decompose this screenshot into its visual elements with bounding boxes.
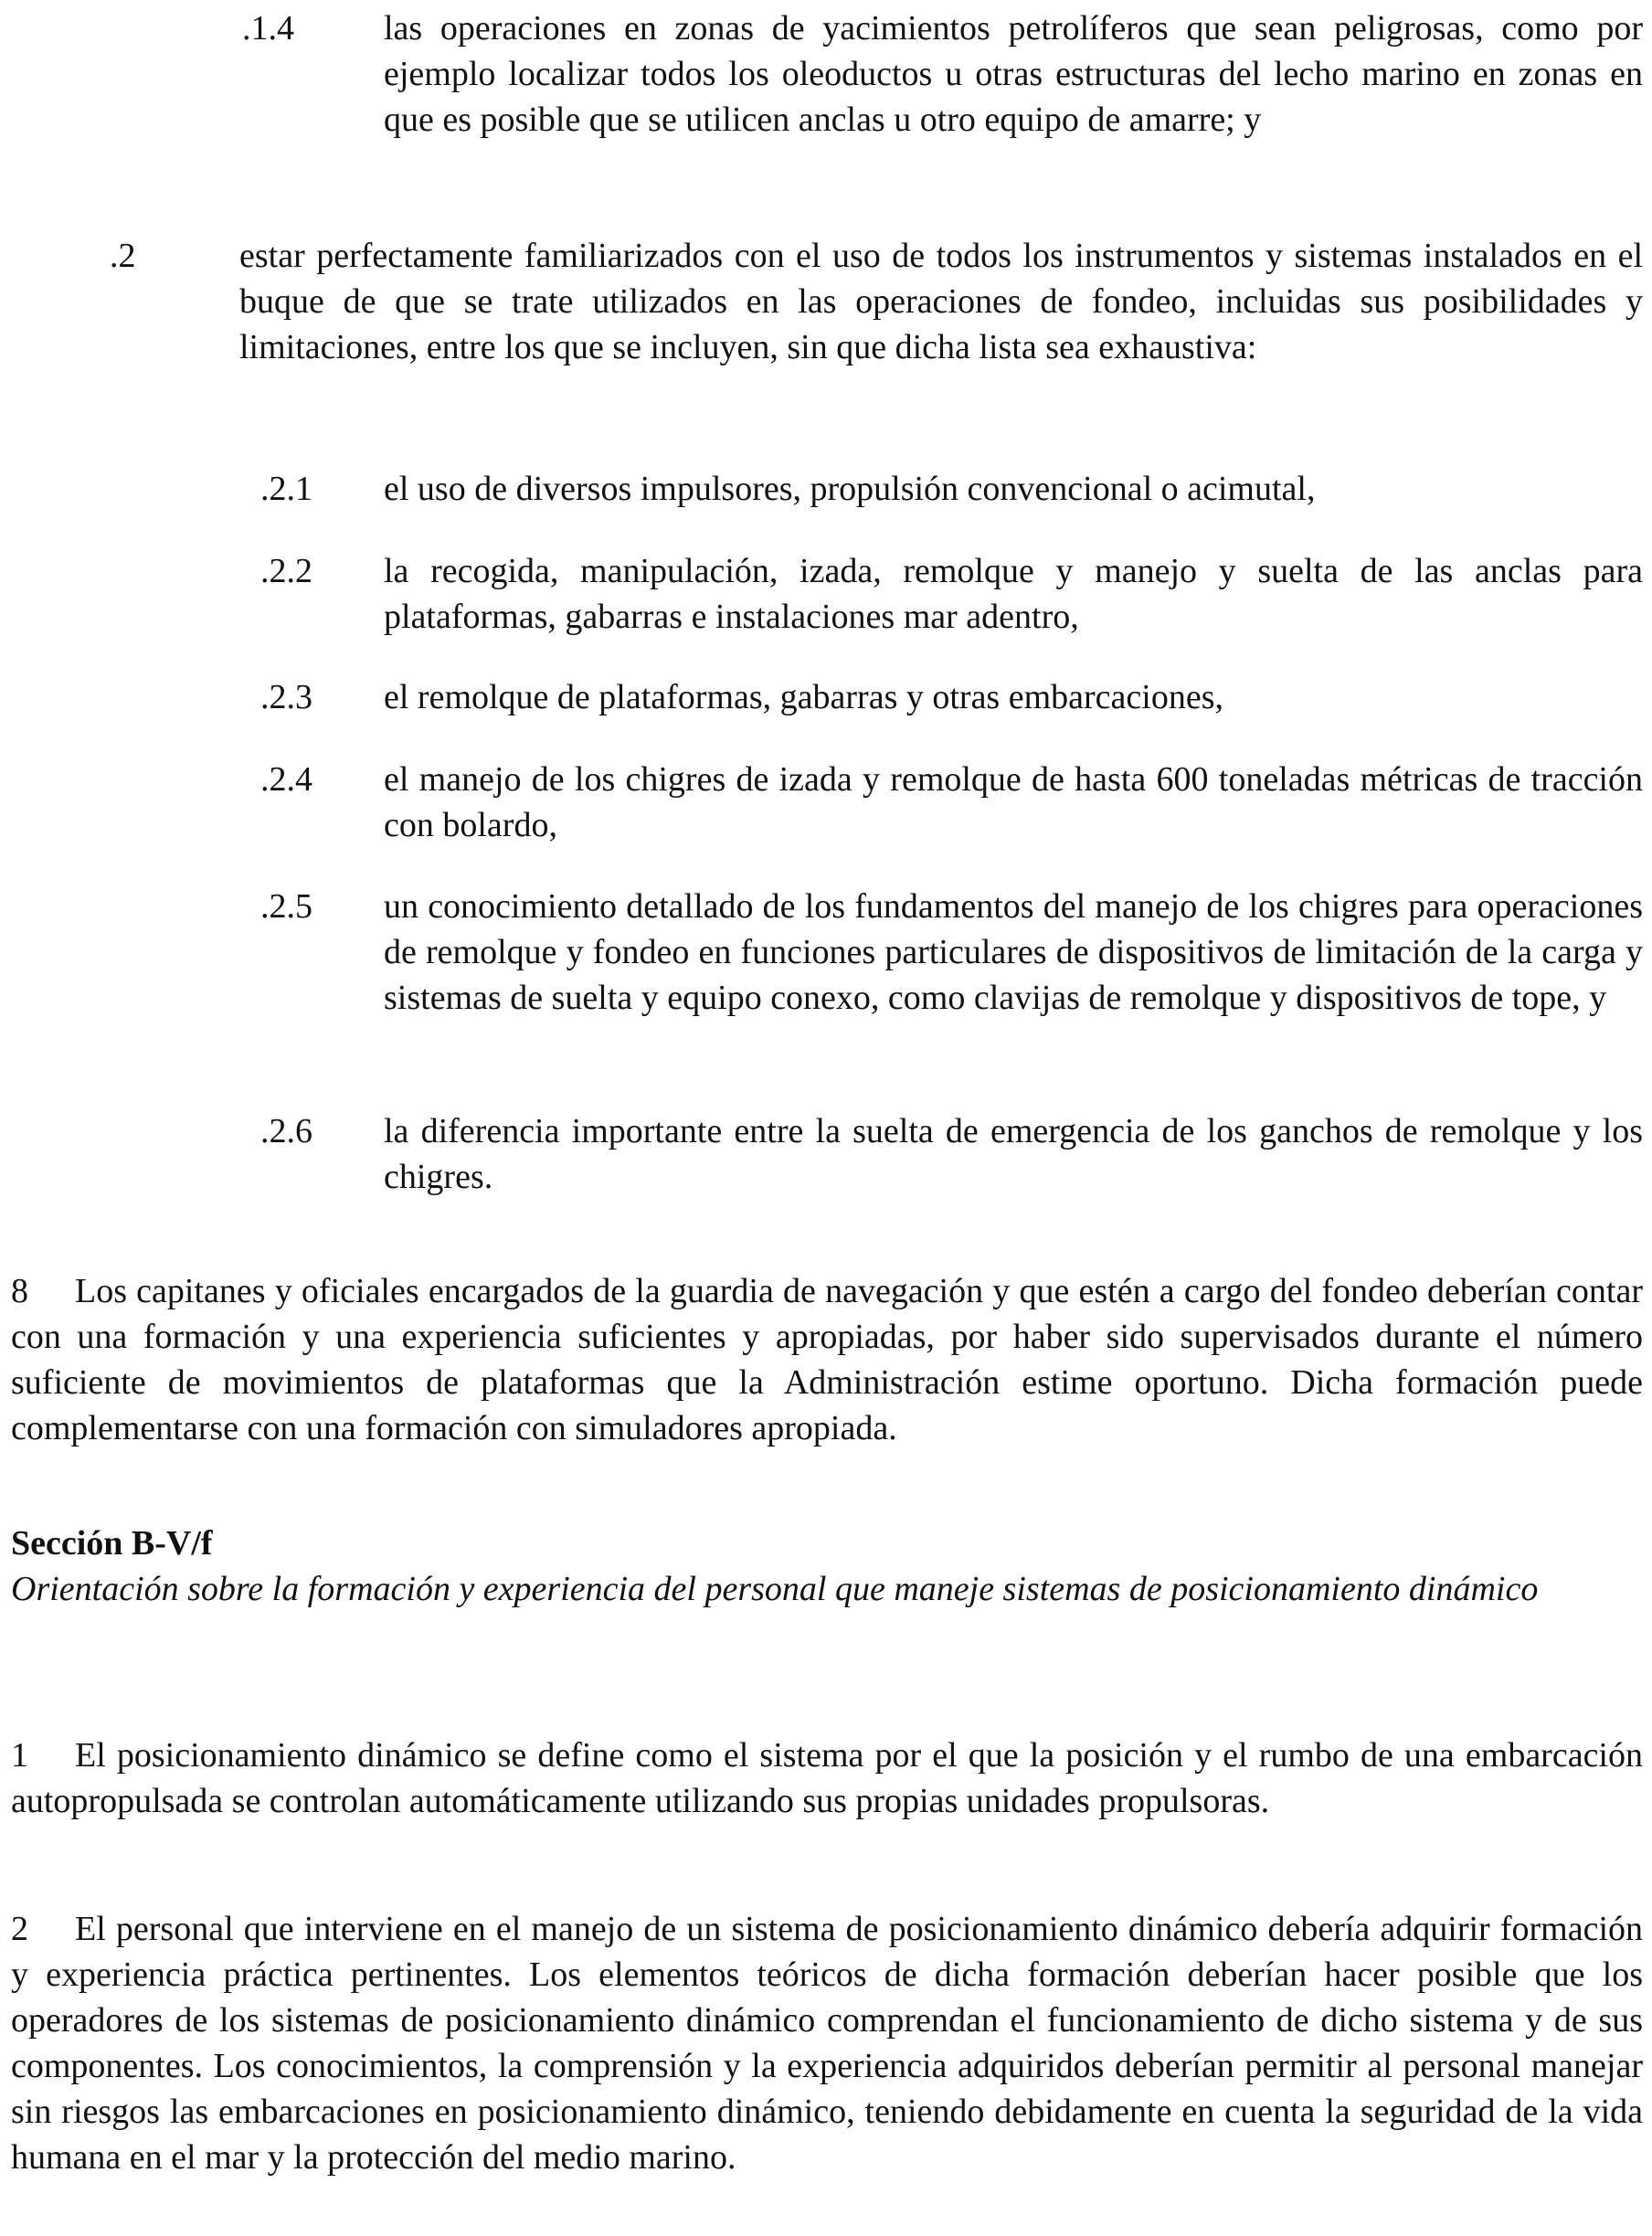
item-text: la diferencia importante entre la suelta de emergencia de los ganchos de remolque y los chigres. <box>384 1112 1643 1196</box>
item-text: la recogida, manipulación, izada, remolque y manejo y suelta de las anclas para plataformas, gabarras e instalaciones mar adentro, <box>384 552 1643 636</box>
item-number: .2.1 <box>260 470 312 508</box>
paragraph-1 <box>11 1733 1643 1824</box>
paragraph-number: 8 <box>11 1272 28 1310</box>
item-number: .2 <box>110 237 136 275</box>
item-number: .1.4 <box>242 9 294 48</box>
item-number: .2.5 <box>260 887 312 926</box>
paragraph-text: El personal que interviene en el manejo de un sistema de posicionamiento dinámico debería adquirir formación y experiencia práctica pertinentes. Los elementos teóricos de dicha formación deberían hacer posible que los operadores de los sistemas de posicionamiento dinámico comprendan el funcionamiento de dicho sistema y de sus componentes. Los conocimientos, la comprensión y la experiencia adquiridos deberían permitir al personal manejar sin riesgos las embarcaciones en posicionamiento dinámico, teniendo debidamente en cuenta la seguridad de la vida humana en el mar y la protección del medio marino. <box>11 1910 1643 2177</box>
item-text: estar perfectamente familiarizados con el uso de todos los instrumentos y sistemas instalados en el buque de que se trate utilizados en las operaciones de fondeo, incluidas sus posibilidades y limitaciones, entre los que se incluyen, sin que dicha lista sea exhaustiva: <box>239 237 1643 366</box>
item-number: .2.3 <box>260 678 312 716</box>
paragraph-2 <box>11 1906 1643 2180</box>
item-number: .2.6 <box>260 1112 312 1150</box>
item-text: un conocimiento detallado de los fundamentos del manejo de los chigres para operaciones de remolque y fondeo en funciones particulares de dispositivos de limitación de la carga y sistemas de suelta y equipo conexo, como clavijas de remolque y dispositivos de tope, y <box>384 887 1643 1017</box>
item-number: .2.4 <box>260 760 312 799</box>
section-subtitle: Orientación sobre la formación y experiencia del personal que maneje sistemas de posicionamiento dinámico <box>11 1570 1539 1608</box>
paragraph-number: 2 <box>11 1910 28 1948</box>
item-text: el manejo de los chigres de izada y remolque de hasta 600 toneladas métricas de tracción con bolardo, <box>384 760 1643 844</box>
item-text: las operaciones en zonas de yacimientos petrolíferos que sean peligrosas, como por ejemplo localizar todos los oleoductos u otras estructuras del lecho marino en zonas en que es posible que se utilicen anclas u otro equipo de amarre; y <box>384 9 1643 139</box>
paragraph-text: El posicionamiento dinámico se define como el sistema por el que la posición y el rumbo de una embarcación autopropulsada se controlan automáticamente utilizando sus propias unidades propulsoras. <box>11 1736 1643 1820</box>
paragraph-number: 1 <box>11 1736 28 1775</box>
paragraph-8 <box>11 1268 1643 1451</box>
item-number: .2.2 <box>260 552 312 590</box>
section-title: Sección B-V/f <box>11 1524 213 1563</box>
item-text: el remolque de plataformas, gabarras y otras embarcaciones, <box>384 678 1223 716</box>
paragraph-text: Los capitanes y oficiales encargados de la guardia de navegación y que estén a cargo del fondeo deberían contar con una formación y una experiencia suficientes y apropiadas, por haber sido supervisados durante el número suficiente de movimientos de plataformas que la Administración estime oportuno. Dicha formación puede complementarse con una formación con simuladores apropiada. <box>11 1272 1643 1447</box>
item-text: el uso de diversos impulsores, propulsión convencional o acimutal, <box>384 470 1316 508</box>
